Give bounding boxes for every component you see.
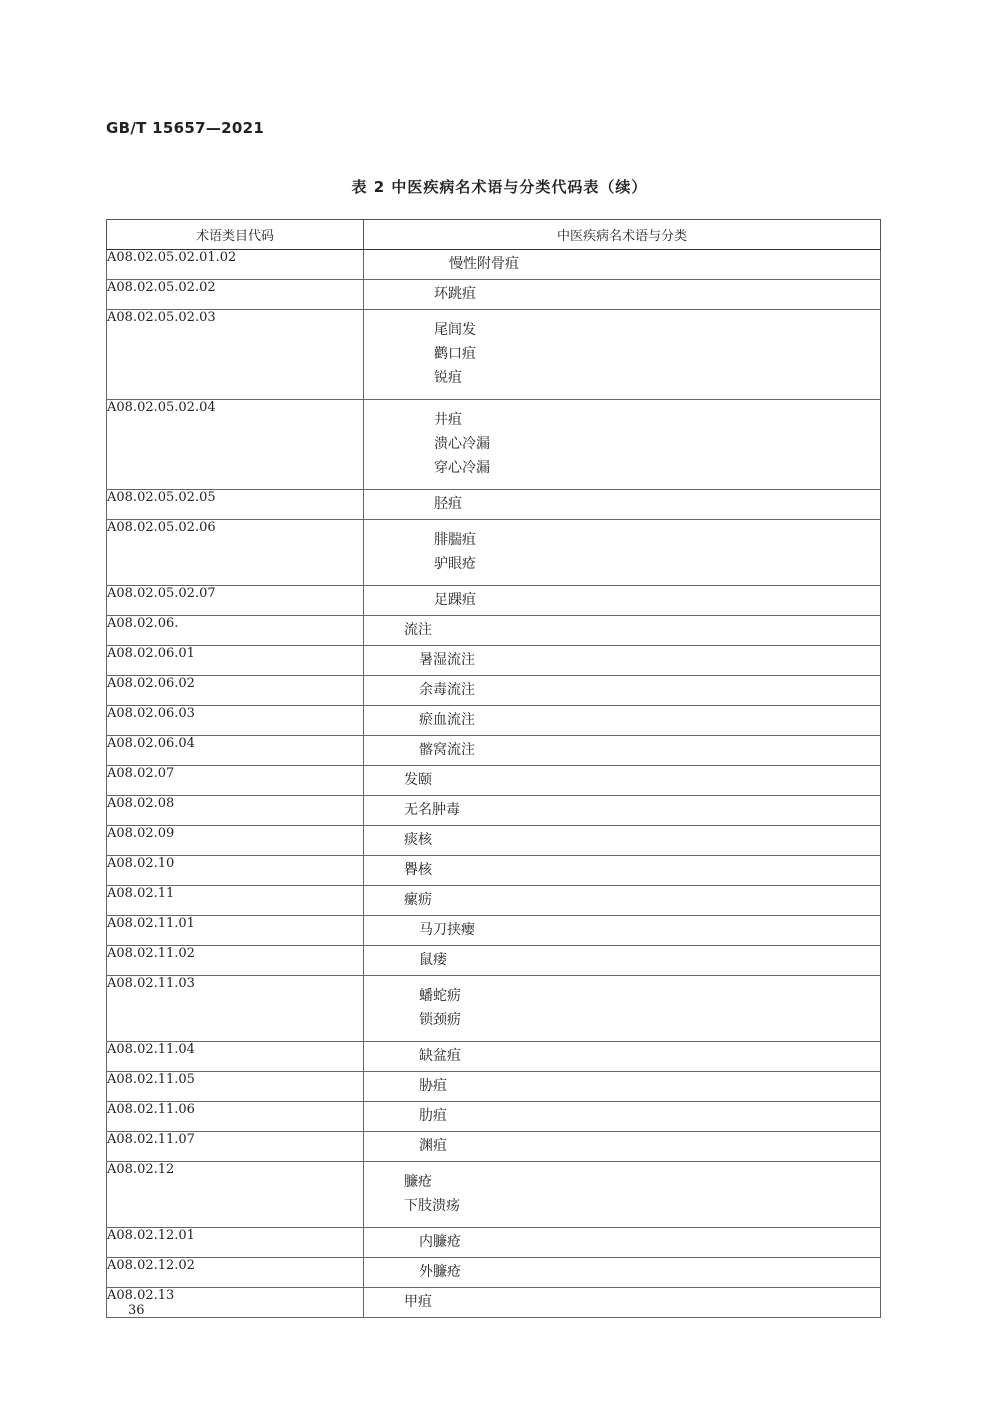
term-names-cell — [364, 916, 881, 946]
term-code-cell: A08.02.05.02.01.02 — [107, 250, 364, 280]
term-code-cell: A08.02.08 — [107, 796, 364, 826]
term-name: 臁疮 — [404, 1174, 432, 1190]
table-row — [107, 916, 881, 946]
term-name: 胫疽 — [434, 496, 462, 512]
term-names-cell — [364, 946, 881, 976]
term-names-cell — [364, 826, 881, 856]
table-row — [107, 946, 881, 976]
term-name: 内臁疮 — [419, 1234, 461, 1250]
term-name: 蟠蛇疬 — [419, 988, 461, 1004]
term-name: 无名肿毒 — [404, 802, 460, 818]
table-row — [107, 616, 881, 646]
table-row — [107, 310, 881, 400]
term-name: 穿心冷漏 — [434, 460, 490, 476]
term-names-cell — [364, 280, 881, 310]
table-body — [107, 250, 881, 1318]
table-row — [107, 796, 881, 826]
term-name: 渊疽 — [419, 1138, 447, 1154]
term-name: 瘀血流注 — [419, 712, 475, 728]
table-row — [107, 826, 881, 856]
term-names-cell — [364, 1102, 881, 1132]
term-name: 慢性附骨疽 — [449, 256, 519, 272]
term-code-cell: A08.02.05.02.03 — [107, 310, 364, 400]
term-code-cell: A08.02.13 — [107, 1288, 364, 1318]
term-names-cell — [364, 520, 881, 586]
term-code-cell: A08.02.06.01 — [107, 646, 364, 676]
term-name: 余毒流注 — [419, 682, 475, 698]
term-names-cell — [364, 766, 881, 796]
table-row — [107, 250, 881, 280]
term-names-cell — [364, 1228, 881, 1258]
term-names-cell — [364, 400, 881, 490]
term-names-cell — [364, 676, 881, 706]
term-names-cell — [364, 1162, 881, 1228]
term-code-cell: A08.02.06.03 — [107, 706, 364, 736]
term-names-cell — [364, 310, 881, 400]
table-row — [107, 646, 881, 676]
term-names-cell — [364, 586, 881, 616]
term-name: 锁颈疬 — [419, 1012, 461, 1028]
term-name: 发颐 — [404, 772, 432, 788]
term-name: 肋疽 — [419, 1108, 447, 1124]
table-row — [107, 280, 881, 310]
term-code-cell: A08.02.11.04 — [107, 1042, 364, 1072]
term-names-cell — [364, 616, 881, 646]
term-name: 鹳口疽 — [434, 346, 476, 362]
term-code-cell: A08.02.05.02.04 — [107, 400, 364, 490]
table-row — [107, 1228, 881, 1258]
term-names-cell — [364, 1288, 881, 1318]
term-name: 痰核 — [404, 832, 432, 848]
term-code-cell: A08.02.06. — [107, 616, 364, 646]
term-code-cell: A08.02.05.02.02 — [107, 280, 364, 310]
term-name: 环跳疽 — [434, 286, 476, 302]
term-names-cell — [364, 646, 881, 676]
table-row — [107, 736, 881, 766]
term-name: 暑湿流注 — [419, 652, 475, 668]
term-name: 下肢溃疡 — [404, 1198, 460, 1214]
column-header-terms: 中医疾病名术语与分类 — [364, 220, 881, 250]
standard-code: GB/T 15657—2021 — [106, 119, 265, 137]
term-code-cell: A08.02.07 — [107, 766, 364, 796]
term-names-cell — [364, 886, 881, 916]
term-name: 锐疽 — [434, 370, 462, 386]
term-names-cell — [364, 250, 881, 280]
table-row — [107, 886, 881, 916]
term-names-cell — [364, 1132, 881, 1162]
table-row — [107, 1258, 881, 1288]
table-row — [107, 856, 881, 886]
term-names-cell — [364, 976, 881, 1042]
term-name: 流注 — [404, 622, 432, 638]
term-code-cell: A08.02.06.04 — [107, 736, 364, 766]
term-code-cell: A08.02.05.02.05 — [107, 490, 364, 520]
term-name: 尾闾发 — [434, 322, 476, 338]
term-code-cell: A08.02.11.05 — [107, 1072, 364, 1102]
term-code-cell: A08.02.12.01 — [107, 1228, 364, 1258]
term-names-cell — [364, 1072, 881, 1102]
term-names-cell — [364, 706, 881, 736]
term-code-cell: A08.02.11.07 — [107, 1132, 364, 1162]
table-row — [107, 586, 881, 616]
term-name: 缺盆疽 — [419, 1048, 461, 1064]
term-name: 髂窝流注 — [419, 742, 475, 758]
term-name: 驴眼疮 — [434, 556, 476, 572]
table-row — [107, 1288, 881, 1318]
table-row — [107, 490, 881, 520]
term-name: 马刀挟瘿 — [419, 922, 475, 938]
table-caption: 表 2 中医疾病名术语与分类代码表（续） — [351, 178, 648, 196]
term-names-cell — [364, 490, 881, 520]
table-row — [107, 520, 881, 586]
page-number: 36 — [128, 1303, 145, 1318]
term-name: 甲疽 — [404, 1294, 432, 1310]
term-names-cell — [364, 1258, 881, 1288]
term-code-cell: A08.02.12.02 — [107, 1258, 364, 1288]
term-code-cell: A08.02.11.01 — [107, 916, 364, 946]
term-names-cell — [364, 1042, 881, 1072]
term-name: 臖核 — [404, 862, 432, 878]
term-code-cell: A08.02.11.06 — [107, 1102, 364, 1132]
term-name: 溃心冷漏 — [434, 436, 490, 452]
term-code-cell: A08.02.11.02 — [107, 946, 364, 976]
table-row — [107, 1042, 881, 1072]
term-name: 瘰疬 — [404, 892, 432, 908]
term-code-cell: A08.02.06.02 — [107, 676, 364, 706]
term-code-cell: A08.02.10 — [107, 856, 364, 886]
table-row — [107, 1162, 881, 1228]
table-row — [107, 976, 881, 1042]
column-header-code: 术语类目代码 — [107, 220, 364, 250]
classification-table — [106, 219, 881, 1318]
term-names-cell — [364, 856, 881, 886]
term-code-cell: A08.02.12 — [107, 1162, 364, 1228]
table-row — [107, 676, 881, 706]
term-name: 井疽 — [434, 412, 462, 428]
table-row — [107, 706, 881, 736]
table-row — [107, 1102, 881, 1132]
term-name: 足踝疽 — [434, 592, 476, 608]
term-code-cell: A08.02.11 — [107, 886, 364, 916]
table-row — [107, 766, 881, 796]
term-name: 腓腨疽 — [434, 532, 476, 548]
term-name: 鼠瘘 — [419, 952, 447, 968]
table-header-row — [107, 220, 881, 250]
table-row — [107, 1132, 881, 1162]
term-code-cell: A08.02.11.03 — [107, 976, 364, 1042]
table-row — [107, 1072, 881, 1102]
table-row — [107, 400, 881, 490]
term-names-cell — [364, 796, 881, 826]
term-names-cell — [364, 736, 881, 766]
term-code-cell: A08.02.05.02.07 — [107, 586, 364, 616]
term-code-cell: A08.02.09 — [107, 826, 364, 856]
term-name: 胁疽 — [419, 1078, 447, 1094]
term-code-cell: A08.02.05.02.06 — [107, 520, 364, 586]
term-name: 外臁疮 — [419, 1264, 461, 1280]
